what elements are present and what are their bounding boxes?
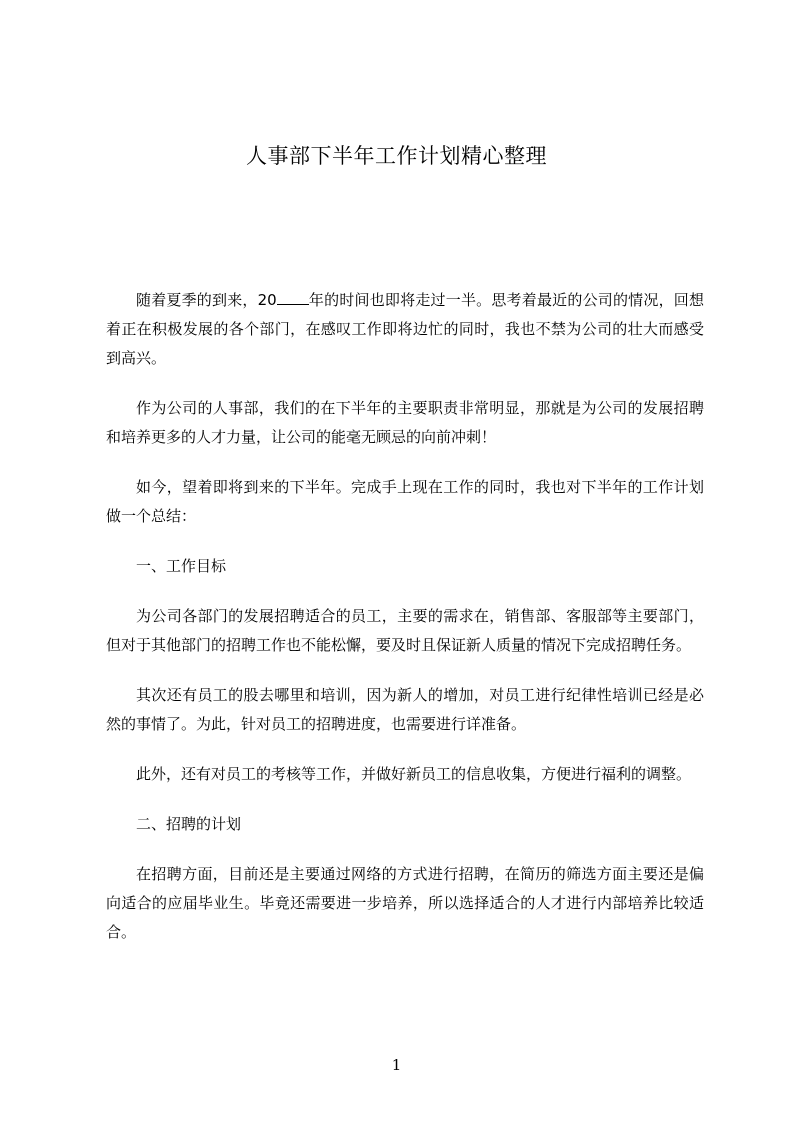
paragraph-responsibility: 作为公司的人事部，我们的在下半年的主要职责非常明显，那就是为公司的发展招聘和培养更多的人才力量，让公司的能毫无顾忌的向前冲刺！	[106, 399, 704, 446]
paragraph-recruiting-plan: 在招聘方面，目前还是主要通过网络的方式进行招聘，在简历的筛选方面主要还是偏向适合的应届毕业生。毕竟还需要进一步培养，所以选择适合的人才进行内部培养比较适合。	[106, 865, 704, 941]
page-number: 1	[391, 1056, 402, 1074]
paragraph-intro-end: 年的时间也即将走过一半。思考着最近的公司的情况，回想着正在积极发展的各个部门，在感叹工作即将边忙的同时，我也不禁为公司的壮大而感受到高兴。	[106, 291, 704, 367]
document-title: 人事部下半年工作计划精心整理	[246, 144, 547, 168]
paragraph-intro	[106, 286, 704, 373]
paragraph-goals-training: 其次还有员工的股去哪里和培训，因为新人的增加，对员工进行纪律性培训已经是必然的事情了。为此，针对员工的招聘进度，也需要进行详准备。	[106, 686, 704, 733]
document-body	[106, 286, 704, 968]
section-heading-goals: 一、工作目标	[136, 557, 227, 575]
section-heading-recruiting-plan: 二、招聘的计划	[136, 815, 242, 833]
paragraph-summary: 如今，望着即将到来的下半年。完成手上现在工作的同时，我也对下半年的工作计划做一个总结：	[106, 478, 704, 525]
paragraph-goals-recruiting: 为公司各部门的发展招聘适合的员工，主要的需求在，销售部、客服部等主要部门，但对于其他部门的招聘工作也不能松懈，要及时且保证新人质量的情况下完成招聘任务。	[106, 607, 704, 654]
year-blank-line	[277, 290, 309, 305]
paragraph-goals-assessment: 此外，还有对员工的考核等工作，并做好新员工的信息收集，方便进行福利的调整。	[136, 765, 692, 783]
paragraph-intro-start: 随着夏季的到来，20	[136, 291, 277, 309]
